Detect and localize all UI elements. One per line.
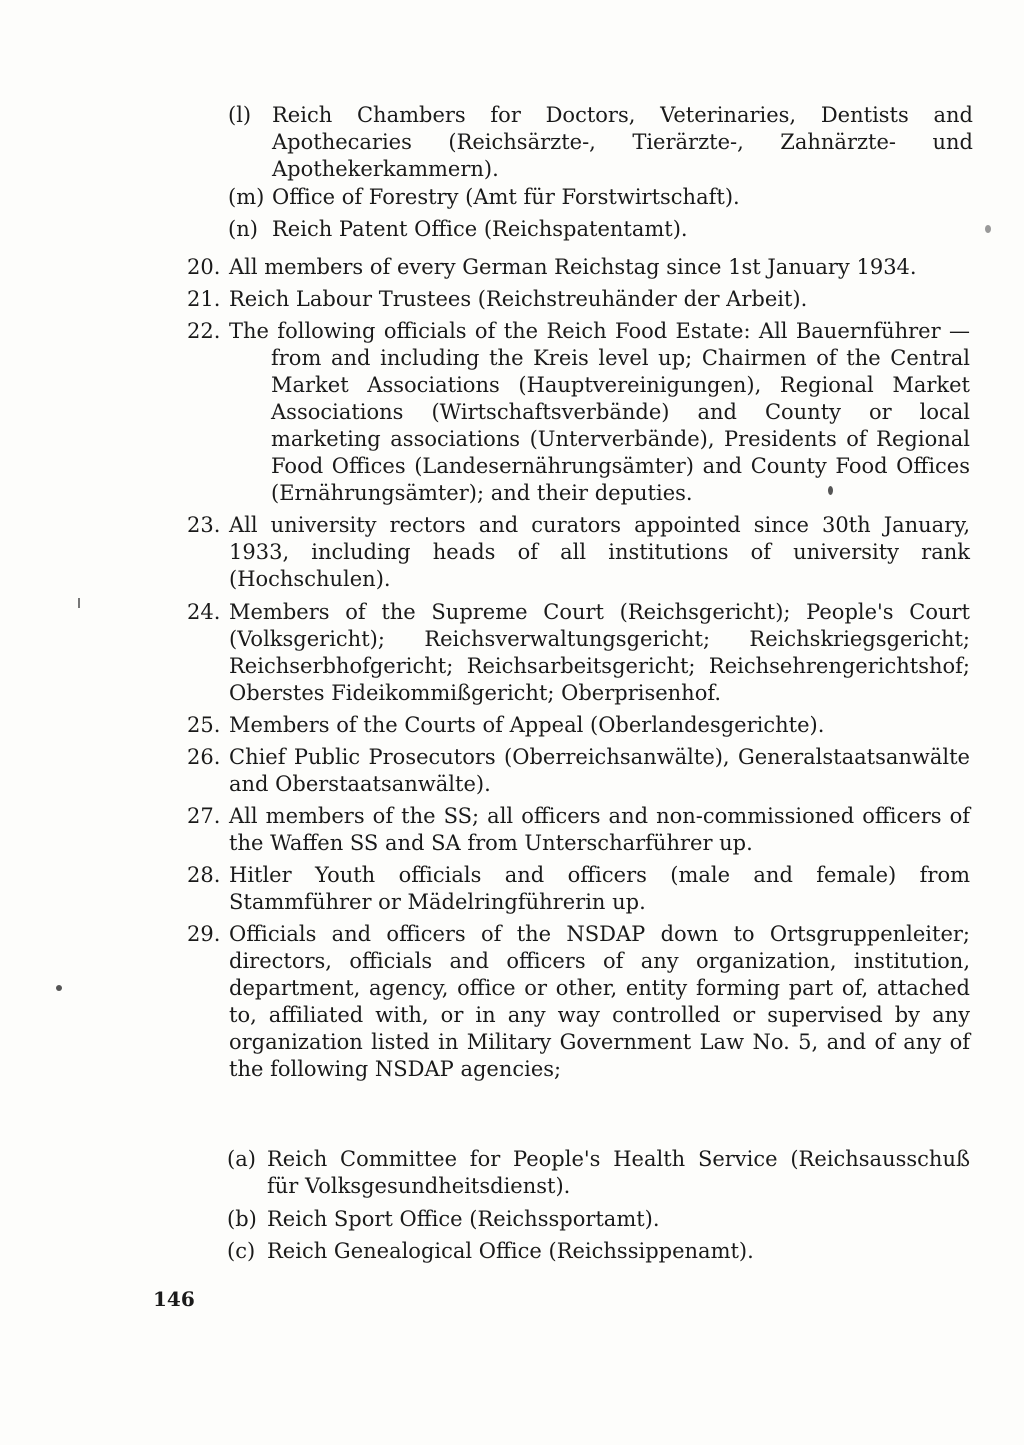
scan-speck	[985, 225, 991, 233]
item-text: Officials and officers of the NSDAP down to Ortsgruppenleiter; directors, officials and officers of any organization, institution, department, agency, office or other, entity forming part of, attached to, affiliated with, or in any way controlled or supervised by any organization listed in Military Government Law No. 5, and of any of the following NSDAP agencies;	[229, 922, 970, 1081]
list-item	[187, 744, 970, 798]
item-number: 29.	[187, 922, 221, 946]
list-item	[187, 599, 970, 707]
item-text: All university rectors and curators appointed since 30th January, 1933, including heads of all institutions of university rank (Hochschulen).	[229, 513, 970, 591]
item-number: 25.	[187, 713, 221, 737]
item-number: 27.	[187, 804, 221, 828]
item-number: 20.	[187, 255, 221, 279]
item-text: All members of every German Reichstag since 1st January 1934.	[229, 255, 917, 279]
list-item	[187, 921, 970, 1083]
list-item	[187, 862, 970, 916]
list-item	[227, 1206, 970, 1233]
item-label: (a)	[227, 1147, 256, 1171]
item-text: Members of the Supreme Court (Reichsgericht); People's Court (Volksgericht); Reichsverwaltungsgericht; Reichskriegsgericht; Reichserbhofgericht; Reichsarbeitsgericht; Reichsehrengerichtshof; Oberstes Fideikommißgericht; Oberprisenhof.	[229, 600, 970, 705]
item-text: Office of Forestry (Amt für Forstwirtschaft).	[272, 185, 740, 209]
list-item	[227, 1146, 970, 1200]
list-item	[187, 254, 970, 281]
item-text: Members of the Courts of Appeal (Oberlandesgerichte).	[229, 713, 825, 737]
item-text: Reich Labour Trustees (Reichstreuhänder der Arbeit).	[229, 287, 808, 311]
item-number: 23.	[187, 513, 221, 537]
item-text: Reich Committee for People's Health Service (Reichsausschuß für Volksgesundheitsdienst).	[267, 1147, 970, 1198]
item-text: All members of the SS; all officers and non-commissioned officers of the Waffen SS and SA from Unterscharführer up.	[229, 804, 970, 855]
item-label: (b)	[227, 1207, 257, 1231]
item-label: (c)	[227, 1239, 256, 1263]
scan-speck	[56, 985, 62, 991]
page-number: 146	[153, 1287, 195, 1311]
item-number: 22.	[187, 319, 221, 343]
item-text: The following officials of the Reich Food Estate: All Bauernführer — from and including the Kreis level up; Chairmen of the Central Market Associations (Hauptvereinigungen), Regional Market Associations (Wirtschaftsverbände) and County or local marketing associations (Unterverbände), Presidents of Regional Food Offices (Landesernährungsämter) and County Food Offices (Ernährungsämter); and their deputies.	[229, 319, 970, 505]
item-text: Reich Sport Office (Reichssportamt).	[267, 1207, 660, 1231]
list-item	[228, 216, 973, 243]
item-label: (m)	[228, 185, 265, 209]
scan-speck	[78, 598, 80, 608]
item-number: 26.	[187, 745, 221, 769]
list-item	[187, 712, 970, 739]
list-item	[187, 318, 970, 507]
item-number: 24.	[187, 600, 221, 624]
item-text: Chief Public Prosecutors (Oberreichsanwälte), Generalstaatsanwälte and Oberstaatsanwälte).	[229, 745, 970, 796]
item-text: Reich Patent Office (Reichspatentamt).	[272, 217, 688, 241]
scan-speck	[828, 486, 833, 495]
item-number: 21.	[187, 287, 221, 311]
list-item	[228, 102, 973, 183]
item-label: (l)	[228, 103, 252, 127]
item-number: 28.	[187, 863, 221, 887]
list-item	[228, 184, 973, 211]
item-text: Reich Genealogical Office (Reichssippenamt).	[267, 1239, 754, 1263]
item-text: Reich Chambers for Doctors, Veterinaries, Dentists and Apothecaries (Reichsärzte-, Tierärzte-, Zahnärzte- und Apothekerkammern).	[272, 103, 973, 181]
list-item	[187, 803, 970, 857]
item-text: Hitler Youth officials and officers (male and female) from Stammführer or Mädelringführerin up.	[229, 863, 970, 914]
list-item	[187, 286, 970, 313]
list-item	[187, 512, 970, 593]
item-label: (n)	[228, 217, 258, 241]
list-item	[227, 1238, 970, 1265]
